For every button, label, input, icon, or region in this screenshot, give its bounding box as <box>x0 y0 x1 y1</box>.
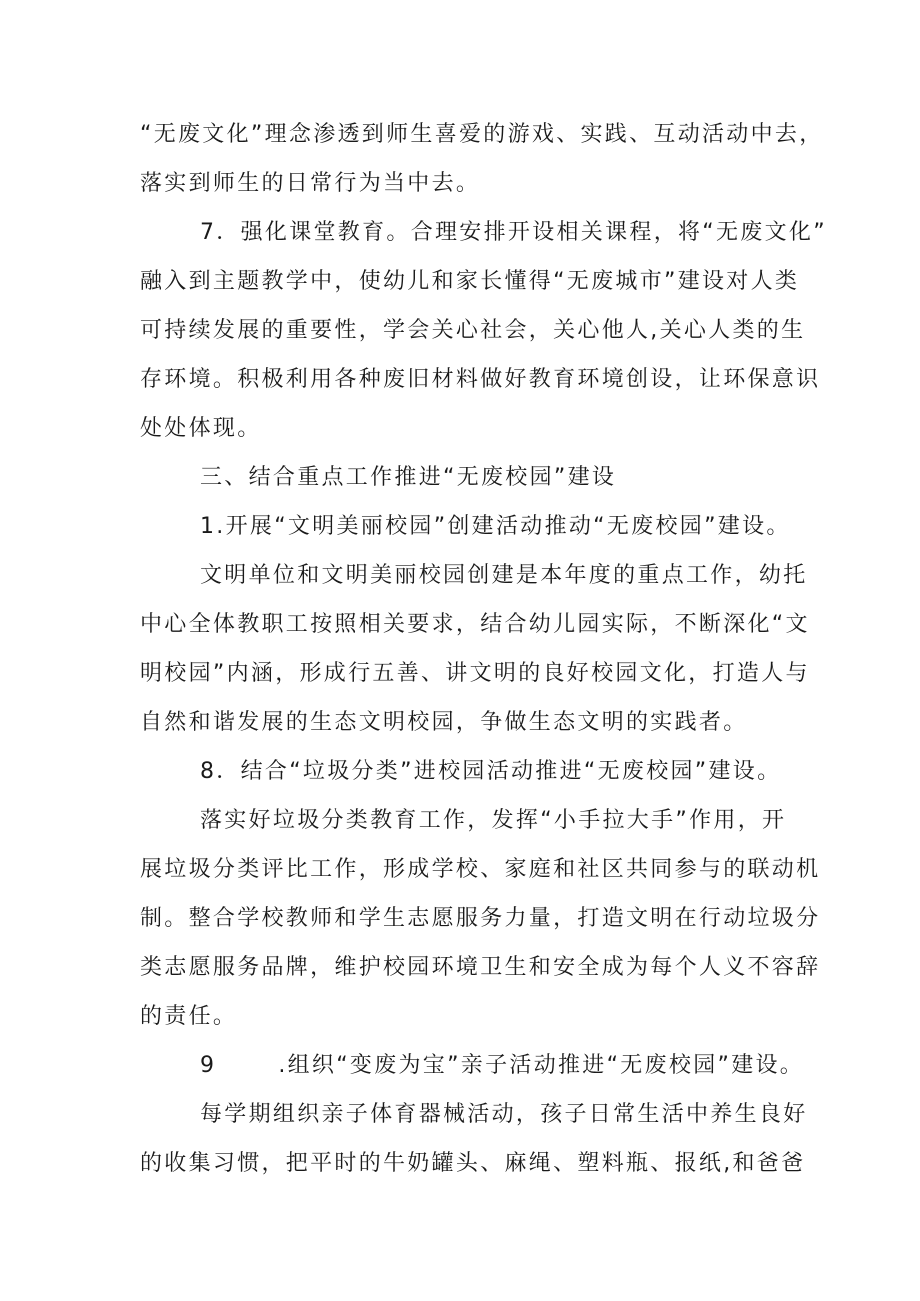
item-9-text: .组织“变废为宝”亲子活动推进“无废校园”建设。 <box>278 1053 805 1078</box>
paragraph-line: 处处体现。 <box>140 416 262 441</box>
item-1-line: 1.开展“文明美丽校园”创建活动推动“无废校园”建设。 <box>200 514 791 539</box>
paragraph-line: 文明单位和文明美丽校园创建是本年度的重点工作，幼托 <box>200 563 808 588</box>
paragraph-line: 制。整合学校教师和学生志愿服务力量，打造文明在行动垃圾分 <box>140 906 821 931</box>
item-9-number: 9 <box>200 1053 217 1078</box>
paragraph-line: 落实好垃圾分类教育工作，发挥“小手拉大手”作用，开 <box>200 808 787 833</box>
item-9-line <box>200 1051 804 1081</box>
paragraph-line: 存环境。积极利用各种废旧材料做好教育环境创设，让环保意识 <box>140 367 821 392</box>
paragraph-line: 类志愿服务品牌，维护校园环境卫生和安全成为每个人义不容辞 <box>140 955 821 980</box>
paragraph-line: 的责任。 <box>140 1004 238 1029</box>
item-8-line: 8．结合“垃圾分类”进校园活动推进“无废校园”建设。 <box>200 759 782 784</box>
section-heading: 三、结合重点工作推进“无废校园”建设 <box>200 465 617 490</box>
paragraph-line: “无废文化”理念渗透到师生喜爱的游戏、实践、互动活动中去， <box>140 122 824 147</box>
paragraph-line: 融入到主题教学中，使幼儿和家长懂得“无废城市”建设对人类 <box>140 269 800 294</box>
paragraph-line: 落实到师生的日常行为当中去。 <box>140 171 481 196</box>
paragraph-line: 明校园”内涵，形成行五善、讲文明的良好校园文化，打造人与 <box>140 661 810 686</box>
paragraph-line: 展垃圾分类评比工作，形成学校、家庭和社区共同参与的联动机 <box>140 857 821 882</box>
paragraph-line: 的收集习惯，把平时的牛奶罐头、麻绳、塑料瓶、报纸,和爸爸 <box>140 1151 806 1176</box>
item-7-line: 7．强化课堂教育。合理安排开设相关课程，将“无废文化” <box>200 220 827 245</box>
paragraph-line: 可持续发展的重要性，学会关心社会，关心他人,关心人类的生 <box>140 318 806 343</box>
paragraph-line: 自然和谐发展的生态文明校园，争做生态文明的实践者。 <box>140 710 748 735</box>
paragraph-line: 每学期组织亲子体育器械活动，孩子日常生活中养生良好 <box>200 1102 808 1127</box>
paragraph-line: 中心全体教职工按照相关要求，结合幼儿园实际，不断深化“文 <box>140 612 810 637</box>
